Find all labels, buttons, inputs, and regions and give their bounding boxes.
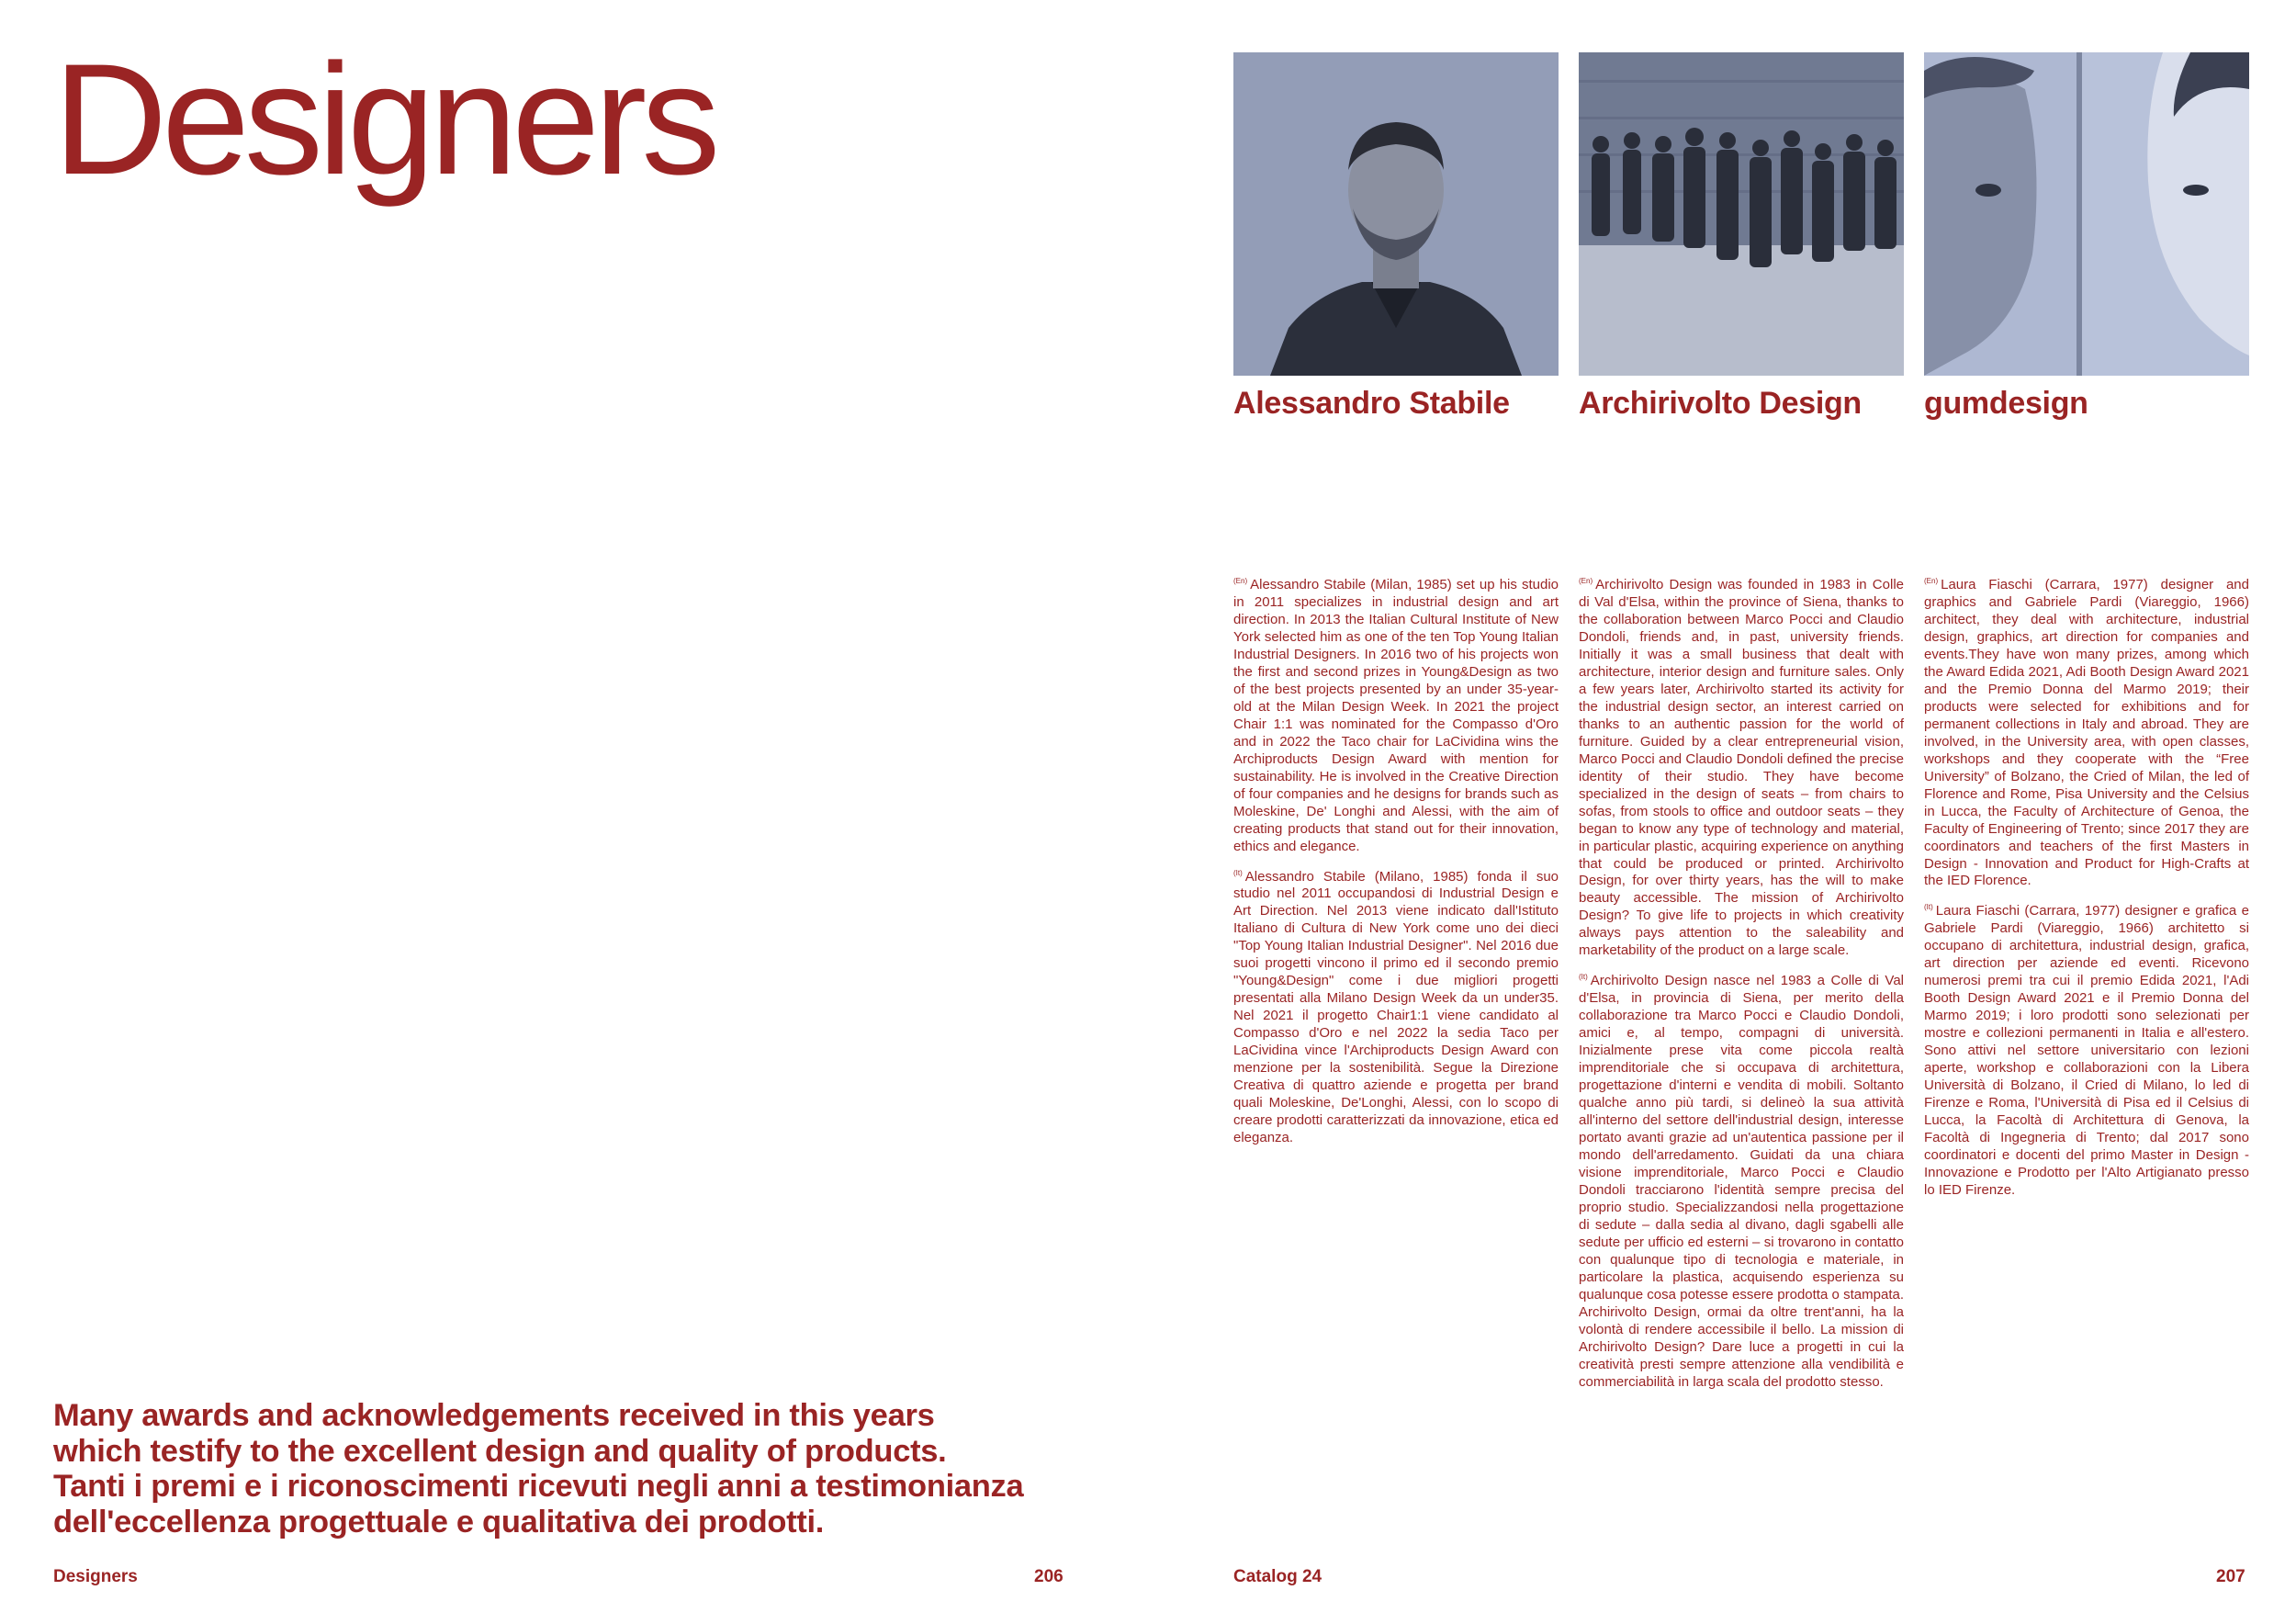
page-number-left: 206	[1034, 1567, 1064, 1586]
bio-en-text: Archirivolto Design was founded in 1983 in Colle di Val d'Elsa, within the province of Siena, thanks to the collaboration between Marco Pocci and Claudio Dondoli, friends and, in past, university friends. Initially it was a small business that dealt with architecture, interior design and furniture sales. Only a few years later, Archirivolto started its activity for the industrial design sector, an interest carried on thanks to an authentic passion for the world of furniture. Guided by a clear entrepreneurial vision, Marco Pocci and Claudio Dondoli defined the precise identity of their studio. They have become specialized in the design of seats – from chairs to sofas, from stools to office and outdoor seats – they began to know any type of technology and material, in particular plastic, acquiring experience on anything that could be produced or printed. Archirivolto Design, for over thirty years, has the will to make beauty accessible. The mission of Archirivolto Design? To give life to projects in which creativity always pays attention to the saleability and marketability of the product on a large scale.	[1579, 577, 1904, 959]
bio-en	[1233, 577, 1559, 856]
tagline-it-line-2: dell'eccellenza progettuale e qualitativa dei prodotti.	[53, 1504, 825, 1539]
tagline-en-line-2: which testify to the excellent design and quality of products.	[53, 1433, 947, 1469]
designer-bio-archirivolto-design	[1579, 577, 1904, 1404]
bio-it	[1233, 869, 1559, 1148]
language-tag-it: (It)	[1579, 973, 1588, 982]
language-tag-en: (En)	[1579, 577, 1593, 585]
bio-it-text: Laura Fiaschi (Carrara, 1977) designer e grafica e Gabriele Pardi (Viareggio, 1966) architetto si occupano di architettura, industrial design, grafica, art direction per aziende ed eventi. Ricevono numerosi premi tra cui il premio Edida 2021, l'Adi Booth Design Award 2021 e il Premio Donna del Marmo 2019; i loro prodotti sono selezionati per mostre e collezioni permanenti in Italia e all'estero. Sono attivi nel settore universitario con lezioni aperte, workshop e collaborazioni con la Libera Università di Bolzano, il Cried di Milano, lo led di Firenze e Roma, l'Università di Pisa ed il Celsius di Lucca, la Facoltà di Architettura di Genova, la Facoltà di Ingegneria di Trento; dal 2017 sono coordinatori e docenti del primo Master in Design - Innovazione e Prodotto per l'Alto Artigianato presso lo IED Firenze.	[1924, 903, 2249, 1198]
page-number-right: 207	[2216, 1567, 2245, 1586]
designer-name: Alessandro Stabile	[1233, 386, 1510, 421]
bio-it	[1924, 903, 2249, 1199]
bio-en	[1579, 577, 1904, 960]
bio-en	[1924, 577, 2249, 890]
language-tag-en: (En)	[1924, 577, 1939, 585]
bio-en-text: Laura Fiaschi (Carrara, 1977) designer and graphics and Gabriele Pardi (Viareggio, 1966) architect, they deal with architecture, industrial design, graphics, art direction for companies and events.They have won many prizes, among which the Award Edida 2021, Adi Booth Design Award 2021 and the Premio Donna del Marmo 2019; their products were selected for exhibitions and for permanent collections in Italy and abroad. They are involved, in the University area, with open classes, workshops and they cooperate with the “Free University” of Bolzano, the Cried of Milan, the led of Florence and Rome, Pisa University and the Celsius in Lucca, the Faculty of Architecture of Genoa, the Faculty of Engineering of Trento; since 2017 they are coordinators and teachers of the first Masters in Design - Innovation and Product for High-Crafts at the IED Florence.	[1924, 577, 2249, 889]
language-tag-it: (It)	[1233, 868, 1243, 877]
tagline	[53, 1398, 1082, 1540]
tagline-en-line-1: Many awards and acknowledgements received in this years	[53, 1398, 935, 1433]
designer-bio-alessandro-stabile	[1233, 577, 1559, 1160]
designer-name: Archirivolto Design	[1579, 386, 1862, 421]
designer-photo-archirivolto-design	[1579, 52, 1904, 376]
designer-photo-gumdesign	[1924, 52, 2249, 376]
language-tag-it: (It)	[1924, 903, 1933, 912]
designer-bio-gumdesign	[1924, 577, 2249, 1212]
designer-photo-alessandro-stabile	[1233, 52, 1559, 376]
tagline-it-line-1: Tanti i premi e i riconoscimenti ricevuti negli anni a testimonianza	[53, 1469, 1024, 1505]
page-title: Designers	[53, 31, 715, 208]
bio-it-text: Alessandro Stabile (Milano, 1985) fonda il suo studio nel 2011 occupandosi di Industrial Design e Art Direction. Nel 2013 viene indicato dall'Istituto Italiano di Cultura di New York come uno dei dieci "Top Young Italian Industrial Designer". Nel 2016 due suoi progetti vincono il primo ed il secondo premio "Young&Design" come i due migliori progetti presentati alla Milano Design Week da un under35. Nel 2021 il progetto Chair1:1 viene candidato al Compasso d'Oro e nel 2022 la sedia Taco per LaCividina vince l'Archiproducts Design Award con menzione per la sostenibilità. Segue la Direzione Creativa di quattro aziende e progetta per brand quali Moleskine, De'Longhi, Alessi, con lo scopo di creare prodotti caratterizzati da innovazione, etica ed eleganza.	[1233, 868, 1559, 1146]
bio-it-text: Archirivolto Design nasce nel 1983 a Colle di Val d'Elsa, in provincia di Siena, per merito della collaborazione tra Marco Pocci e Claudio Dondoli, amici e, al tempo, compagni di università. Inizialmente prese vita come piccola realtà imprenditoriale che si occupava di architettura, progettazione d'interni e vendita di mobili. Soltanto qualche anno più tardi, si delineò la sua attività all'interno del settore dell'industrial design, interesse portato avanti grazie ad un'autentica passione per il mondo dell'arredamento. Guidati da una chiara visione imprenditoriale, Marco Pocci e Claudio Dondoli tracciarono l'identità sempre precisa del proprio studio. Specializzandosi nella progettazione di sedute – dalla sedia al divano, dagli sgabelli alle sedute per ufficio ed esterni – si trovarono in contatto con qualunque tipo di tecnologia e materiale, in particolare la plastica, acquisendo esperienza su qualunque cosa potesse essere prodotta o stampata. Archirivolto Design, ormai da oltre trent'anni, ha la volontà di rendere accessibile il bello. La mission di Archirivolto Design? Dare luce a progetti in cui la creatività presti sempre attenzione alla vendibilità e commerciabilità in larga scala del prodotto stesso.	[1579, 973, 1904, 1390]
footer-section-label-left: Designers	[53, 1567, 138, 1586]
bio-it	[1579, 973, 1904, 1391]
language-tag-en: (En)	[1233, 577, 1248, 585]
designer-name: gumdesign	[1924, 386, 2088, 421]
bio-en-text: Alessandro Stabile (Milan, 1985) set up his studio in 2011 specializes in industrial design and art direction. In 2013 the Italian Cultural Institute of New York selected him as one of the ten Top Young Italian Industrial Designers. In 2016 two of his projects won the first and second prizes in Young&Design as two of the best projects presented by an under 35-year-old at the Milan Design Week. In 2021 the project Chair 1:1 was nominated for the Compasso d'Oro and in 2022 the Taco chair for LaCividina wins the Archiproducts Design Award with mention for sustainability. He is involved in the Creative Direction of four companies and he designs for brands such as Moleskine, De' Longhi and Alessi, with the aim of creating products that stand out for their innovation, ethics and elegance.	[1233, 577, 1559, 854]
footer-catalog-label: Catalog 24	[1233, 1567, 1322, 1586]
